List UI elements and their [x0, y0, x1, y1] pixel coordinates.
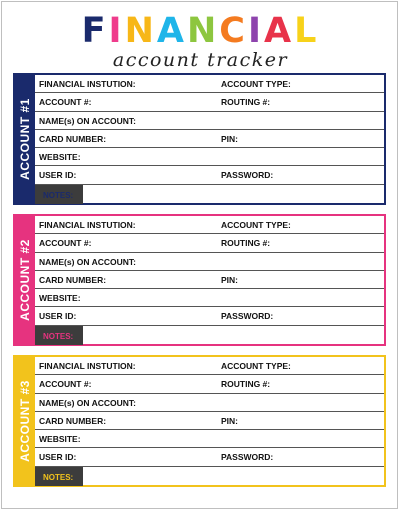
field-row[interactable]: [35, 130, 384, 148]
notes-row[interactable]: [35, 467, 384, 486]
account-card-2: [13, 214, 386, 346]
field-label: PIN:: [221, 133, 238, 144]
field-label: ACCOUNT #:: [39, 238, 92, 249]
field-row[interactable]: [35, 289, 384, 307]
field-label: ROUTING #:: [221, 97, 271, 108]
notes-label-box: [35, 467, 83, 486]
account-fields: [35, 75, 384, 203]
field-row[interactable]: [35, 112, 384, 130]
account-label: ACCOUNT #2: [18, 239, 32, 321]
account-card-1: [13, 73, 386, 205]
field-label: WEBSITE:: [39, 434, 81, 445]
field-label: FINANCIAL INSTUTION:: [39, 79, 136, 89]
field-label: ACCOUNT #:: [39, 379, 92, 390]
notes-label: NOTES:: [43, 331, 74, 341]
field-label: NAME(s) ON ACCOUNT:: [39, 115, 136, 126]
title-letter: A: [156, 11, 187, 51]
field-row[interactable]: [35, 271, 384, 289]
field-label: ROUTING #:: [221, 379, 271, 390]
field-label: NAME(s) ON ACCOUNT:: [39, 397, 136, 408]
notes-label-box: [35, 185, 83, 204]
field-row[interactable]: [35, 253, 384, 271]
field-label: ROUTING #:: [221, 238, 271, 249]
title-letter: I: [247, 11, 264, 51]
field-label: PASSWORD:: [221, 452, 274, 463]
field-label: NAME(s) ON ACCOUNT:: [39, 256, 136, 267]
notes-label: NOTES:: [43, 190, 74, 200]
title-letter: N: [124, 11, 157, 51]
notes-label: NOTES:: [43, 472, 74, 482]
field-label: CARD NUMBER:: [39, 133, 107, 144]
field-label: ACCOUNT TYPE:: [221, 79, 291, 89]
field-label: CARD NUMBER:: [39, 415, 107, 426]
field-row[interactable]: [35, 75, 384, 93]
field-row[interactable]: [35, 307, 384, 325]
field-label: ACCOUNT TYPE:: [221, 220, 291, 230]
field-label: WEBSITE:: [39, 152, 81, 163]
field-label: USER ID:: [39, 452, 77, 463]
field-label: USER ID:: [39, 311, 77, 322]
field-row[interactable]: [35, 166, 384, 184]
field-label: PASSWORD:: [221, 311, 274, 322]
field-label: PASSWORD:: [221, 170, 274, 181]
account-label: ACCOUNT #1: [18, 98, 32, 180]
field-row[interactable]: [35, 357, 384, 375]
field-label: FINANCIAL INSTUTION:: [39, 220, 136, 230]
field-row[interactable]: [35, 394, 384, 412]
field-row[interactable]: [35, 216, 384, 234]
field-label: ACCOUNT TYPE:: [221, 361, 291, 371]
account-fields: [35, 216, 384, 344]
field-row[interactable]: [35, 148, 384, 166]
notes-row[interactable]: [35, 185, 384, 204]
field-row[interactable]: [35, 412, 384, 430]
notes-row[interactable]: [35, 326, 384, 345]
field-label: FINANCIAL INSTUTION:: [39, 361, 136, 371]
field-row[interactable]: [35, 93, 384, 111]
account-side-band: [15, 75, 35, 203]
field-label: PIN:: [221, 415, 238, 426]
account-side-band: [15, 216, 35, 344]
field-row[interactable]: [35, 375, 384, 393]
title-letter: N: [186, 11, 220, 51]
field-label: ACCOUNT #:: [39, 97, 92, 108]
title-letter: L: [294, 11, 320, 51]
field-label: USER ID:: [39, 170, 77, 181]
field-row[interactable]: [35, 448, 384, 466]
field-label: PIN:: [221, 274, 238, 285]
notes-label-box: [35, 326, 83, 345]
field-label: WEBSITE:: [39, 293, 81, 304]
field-row[interactable]: [35, 234, 384, 252]
title-letter: A: [263, 11, 295, 51]
account-card-3: [13, 355, 386, 487]
account-label: ACCOUNT #3: [18, 380, 32, 462]
page-subtitle: account tracker: [112, 49, 289, 71]
page-title: [0, 12, 401, 50]
title-letter: I: [108, 11, 125, 51]
title-letter: F: [81, 11, 109, 51]
field-row[interactable]: [35, 430, 384, 448]
field-label: CARD NUMBER:: [39, 274, 107, 285]
title-letter: C: [219, 11, 248, 51]
account-fields: [35, 357, 384, 485]
account-side-band: [15, 357, 35, 485]
